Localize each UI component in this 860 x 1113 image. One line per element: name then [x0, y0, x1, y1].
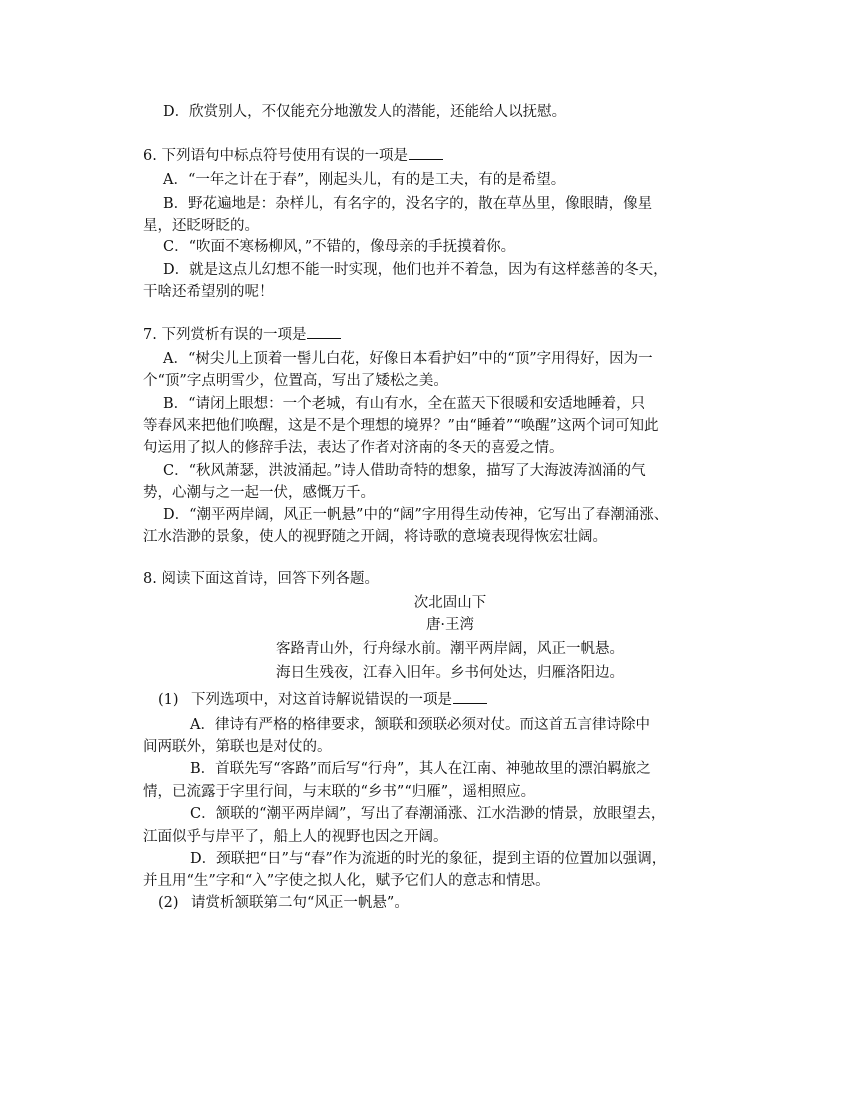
q8-option-d-line2: 并且用“生”字和“入”字使之拟人化，赋予它们人的意志和情思。	[143, 873, 550, 889]
q8-option-a-line2: 间两联外，第联也是对仗的。	[143, 739, 332, 755]
q7-stem: 7. 下列赏析有误的一项是	[143, 324, 341, 346]
q8-sub2-stem: 请赏析颔联第二句“风正一帆悬”。	[191, 895, 409, 911]
q7-option-a-line1: A．“树尖儿上顶着一髻儿白花，好像日本看护妇”中的“顶”字用得好，因为一	[163, 351, 653, 367]
q8-option-d-line1: D．颈联把“日”与“春”作为流逝的时光的象征，提到主语的位置加以强调，	[190, 851, 667, 867]
q6-answer-blank[interactable]	[409, 145, 443, 160]
q8-option-a-line1: A．律诗有严格的格律要求，颔联和颈联必须对仗。而这首五言律诗除中	[190, 717, 650, 733]
q6-option-b-line2: 星，还眨呀眨的。	[143, 218, 259, 234]
q7-option-a-line2: 个“顶”字点明雪少，位置高，写出了矮松之美。	[143, 373, 448, 389]
q6-option-c: C．“吹面不寒杨柳风，”不错的，像母亲的手抚摸着你。	[163, 239, 516, 255]
q8-option-c-line1: C．颔联的“潮平两岸阔”，写出了春潮涌涨、江水浩渺的情景，放眼望去，	[190, 806, 666, 822]
poem-line-2: 海日生残夜，江春入旧年。乡书何处达，归雁洛阳边。	[276, 665, 624, 681]
q7-option-b-line1: B．“请闭上眼想：一个老城，有山有水，全在蓝天下很暖和安适地睡着，只	[163, 396, 646, 412]
q5-option-d: D．欣赏别人，不仅能充分地激发人的潜能，还能给人以抚慰。	[163, 104, 567, 120]
q8-stem: 8. 阅读下面这首诗，回答下列各题。	[143, 571, 379, 587]
q6-option-b-line1: B．野花遍地是：杂样儿，有名字的，没名字的，散在草丛里，像眼睛，像星	[163, 196, 653, 212]
q6-option-d-line2: 干啥还希望别的呢！	[143, 284, 274, 300]
q7-option-c-line2: 势，心潮与之一起一伏，感慨万千。	[143, 485, 375, 501]
q8-sub1-answer-blank[interactable]	[453, 689, 487, 704]
q7-option-d-line2: 江水浩渺的景象，使人的视野随之开阔，将诗歌的意境表现得恢宏壮阔。	[143, 529, 607, 545]
q8-option-b-line1: B．首联先写“客路”而后写“行舟”，其人在江南、神驰故里的漂泊羁旅之	[190, 761, 651, 777]
q7-option-b-line2: 等春风来把他们唤醒，这是不是个理想的境界？”由“睡着”“唤醒”这两个词可知此	[143, 418, 659, 434]
q8-option-b-line2: 情，已流露于字里行间，与末联的“乡书”“归雁”，遥相照应。	[143, 784, 536, 800]
poem-title: 次北固山下	[413, 595, 487, 611]
q8-sub1-number: (1)	[158, 692, 179, 708]
q8-sub1-stem: 下列选项中，对这首诗解说错误的一项是	[191, 689, 487, 711]
poem-author: 唐·王湾	[425, 617, 475, 633]
q6-option-a: A．“一年之计在于春”，刚起头儿，有的是工夫，有的是希望。	[163, 172, 566, 188]
q8-sub2-number: (2)	[158, 895, 179, 911]
q7-answer-blank[interactable]	[307, 324, 341, 339]
q7-option-d-line1: D．“潮平两岸阔，风正一帆悬”中的“阔”字用得生动传神，它写出了春潮涌涨、	[163, 507, 669, 523]
q6-stem: 6. 下列语句中标点符号使用有误的一项是	[143, 145, 443, 167]
q8-option-c-line2: 江面似乎与岸平了，船上人的视野也因之开阔。	[143, 829, 448, 845]
q7-option-c-line1: C．“秋风萧瑟，洪波涌起。”诗人借助奇特的想象，描写了大海波涛汹涌的气	[163, 463, 646, 479]
poem-line-1: 客路青山外，行舟绿水前。潮平两岸阔，风正一帆悬。	[276, 641, 624, 657]
q7-option-b-line3: 句运用了拟人的修辞手法，表达了作者对济南的冬天的喜爱之情。	[143, 440, 564, 456]
q6-option-d-line1: D．就是这点儿幻想不能一时实现，他们也并不着急，因为有这样慈善的冬天，	[163, 262, 668, 278]
